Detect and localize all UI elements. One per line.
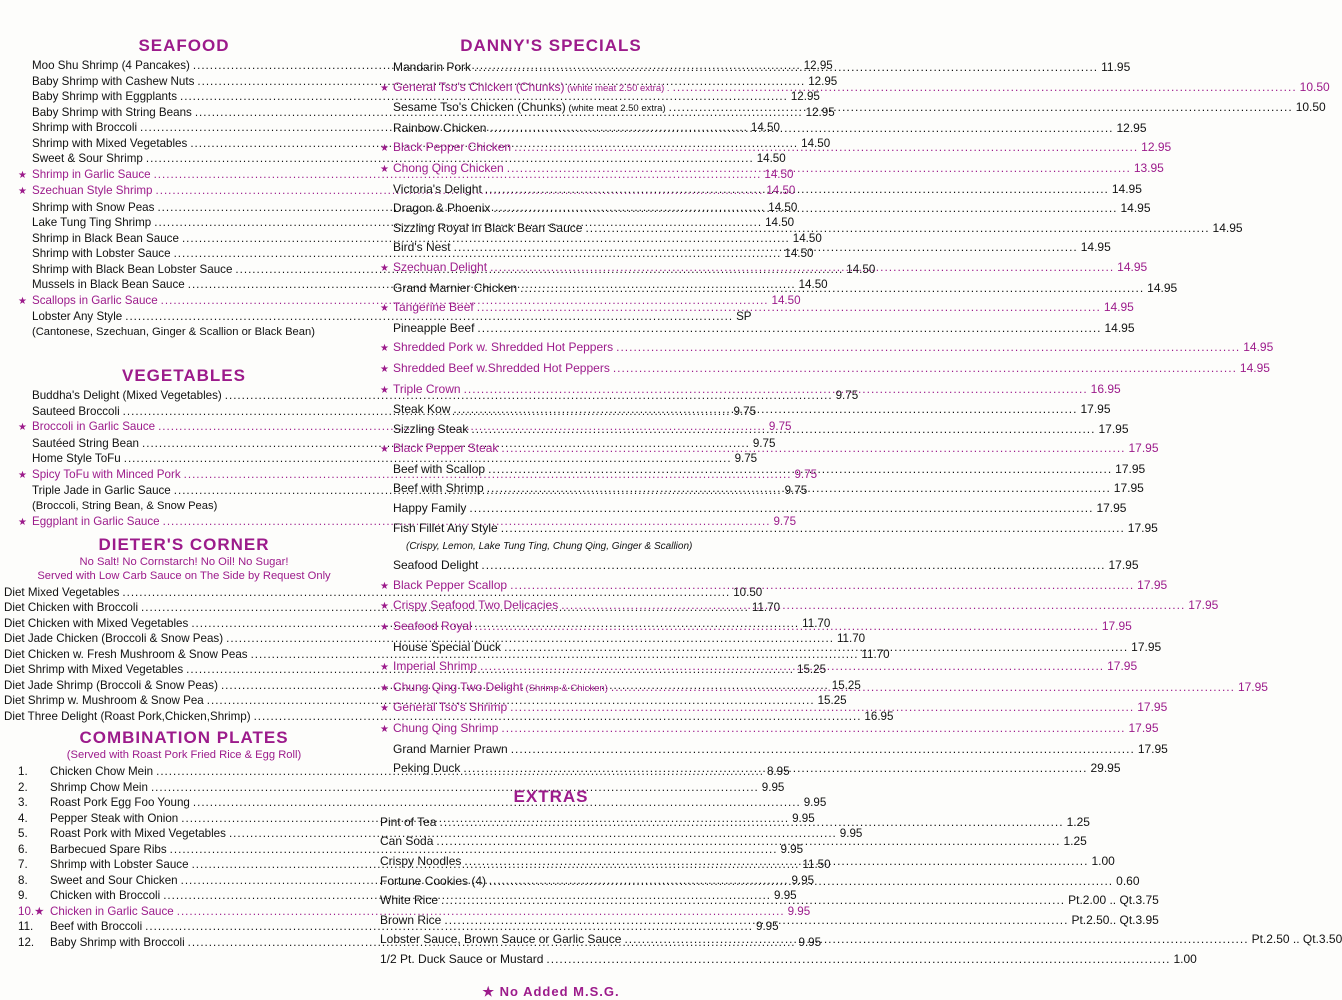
dot-leader (546, 950, 1170, 970)
item-name: Pepper Steak with Onion (50, 811, 179, 825)
item-price: 9.95 (803, 796, 827, 809)
item-price: 11.50 (802, 858, 831, 871)
item-name: Home Style ToFu (32, 452, 121, 465)
item-price: 9.95 (787, 904, 811, 918)
item-price: 12.95 (808, 74, 838, 88)
item-name: Shrimp in Black Bean Sauce (32, 231, 179, 245)
item-price: 9.75 (752, 436, 776, 450)
menu-item (18, 231, 822, 247)
item-price: 17.95 (1237, 679, 1268, 694)
dot-leader (493, 199, 1117, 219)
item-price: 9.75 (768, 420, 792, 433)
item-name: Barbecued Spare Ribs (50, 842, 167, 856)
item-price: 17.95 (1108, 558, 1139, 573)
item-name: Bird's Nest (393, 240, 451, 255)
vegetables-title: VEGETABLES (122, 366, 246, 385)
item-price: 12.95 (790, 90, 820, 103)
star-icon: ★ (380, 662, 389, 674)
item-name: Szechuan Style Shrimp (32, 184, 153, 197)
item-name: Crispy Seafood Two Delicacies (393, 598, 559, 613)
item-price: Pt.2.50 .. Qt.3.50 (1251, 932, 1342, 947)
item-price: 17.95 (1107, 659, 1138, 674)
item-price: 17.95 (1098, 421, 1129, 436)
item-name: Peking Duck (393, 761, 461, 776)
item-number: 6. (18, 842, 28, 856)
item-price: 17.95 (1101, 619, 1132, 634)
item-name: General Tso's Chicken (Chunks) (white meat 2.50 extra) . (393, 79, 670, 94)
star-icon: ★ (18, 422, 27, 433)
item-price: 14.95 (1212, 220, 1243, 235)
item-number: 3. (18, 796, 28, 809)
item-price: 11.70 (836, 632, 866, 645)
item-name: Lake Tung Ting Shrimp (32, 216, 152, 229)
item-price: 14.95 (1120, 201, 1151, 216)
dot-leader (504, 638, 1128, 658)
item-name: Mandarin Pork (393, 60, 472, 74)
item-number: 8. (18, 873, 28, 887)
item-price: 17.95 (1137, 700, 1168, 715)
item-price: 17.95 (1113, 481, 1144, 496)
item-price: 9.75 (835, 389, 859, 402)
dot-leader (520, 279, 1144, 299)
item-price: 9.95 (839, 827, 863, 840)
item-price: 9.75 (773, 515, 797, 528)
star-icon: ★ (18, 469, 27, 481)
dot-leader (510, 698, 1134, 718)
dot-leader (464, 852, 1088, 872)
item-name: Diet Jade Shrimp (Broccoli & Snow Peas) (4, 678, 218, 692)
dot-leader (510, 576, 1134, 596)
item-name: General Tso's Shrimp (393, 700, 508, 715)
item-price: 12.95 (805, 105, 835, 119)
item-price: 14.50 (756, 152, 786, 165)
item-name: Grand Marnier Prawn (393, 741, 508, 756)
menu-item (380, 499, 1127, 519)
item-price: 16.95 (1090, 381, 1121, 396)
item-note: (Shrimp & Chicken) (522, 682, 608, 694)
specials-note: (Crispy, Lemon, Lake Tung Ting, Chung Qing, Ginger & Scallion) (406, 541, 693, 553)
star-icon: ★ (18, 186, 27, 197)
item-name: Sesame Tso's Chicken (Chunks) (white meat 2.50 extra) (393, 100, 666, 115)
dot-leader (561, 596, 1185, 616)
item-price: 14.50 (764, 167, 794, 181)
star-icon: ★ (380, 143, 389, 155)
item-name: Shrimp with Snow Peas (32, 200, 155, 214)
item-name: Diet Chicken w. Fresh Mushroom & Snow Peas (4, 647, 248, 661)
item-name: White Rice (380, 893, 439, 908)
item-name: Chung Qing Shrimp (393, 721, 499, 735)
dot-leader (501, 519, 1125, 539)
dot-leader (489, 119, 1113, 139)
item-price: 29.95 (1090, 761, 1121, 776)
item-name: Sweet & Sour Shrimp (32, 152, 143, 165)
item-name: Victoria's Delight (393, 181, 482, 196)
item-name: Shrimp with Mixed Vegetables (32, 136, 188, 150)
item-price: 17.95 (1096, 501, 1127, 516)
dot-leader (501, 719, 1125, 739)
item-number: 1. (18, 765, 28, 778)
star-icon: ★ (380, 343, 389, 355)
item-price: 0.60 (1116, 873, 1140, 888)
item-price: 12.95 (1141, 140, 1172, 155)
item-name: Grand Marnier Chicken (393, 280, 518, 295)
dot-leader (488, 460, 1112, 480)
item-name: Eggplant in Garlic Sauce (32, 515, 160, 528)
item-price: 10.50 (1299, 79, 1330, 94)
dot-leader (611, 678, 1235, 698)
star-icon: ★ (380, 163, 389, 175)
item-name: Baby Shrimp with Broccoli (50, 935, 185, 949)
item-number: 5. (18, 827, 28, 840)
star-icon: ★ (380, 303, 389, 315)
item-number: 4. (18, 811, 28, 825)
item-name: Pint of Tea (380, 814, 437, 829)
specials-title: DANNY'S SPECIALS (460, 36, 642, 55)
item-name: Chong Qing Chicken (393, 160, 504, 175)
item-name: Szechuan Delight (393, 259, 488, 274)
dot-leader (613, 359, 1237, 379)
menu-item (4, 709, 894, 725)
dot-leader (490, 258, 1114, 278)
dot-leader (463, 759, 1087, 779)
item-price: 12.95 (1116, 120, 1147, 135)
item-name: Diet Three Delight (Roast Pork,Chicken,Shrimp) (4, 709, 251, 723)
item-name: Chicken in Garlic Sauce (50, 904, 174, 918)
item-price: 14.95 (1104, 320, 1135, 335)
item-price: 17.95 (1127, 520, 1158, 535)
item-name: Shrimp in Garlic Sauce (32, 167, 151, 181)
item-price: 14.50 (771, 293, 801, 307)
item-name: Mussels in Black Bean Sauce (32, 278, 185, 291)
menu-item (18, 309, 752, 325)
dot-leader (507, 159, 1131, 179)
item-name: Scallops in Garlic Sauce (32, 293, 158, 307)
item-price: 10.50 (1295, 100, 1326, 115)
dot-leader (439, 813, 1063, 833)
item-name: Spicy ToFu with Minced Pork (32, 467, 181, 481)
dieters-subtitle-2: Served with Low Carb Sauce on The Side by Request Only (37, 569, 331, 582)
item-name: Diet Chicken with Mixed Vegetables (4, 616, 189, 630)
item-name: Chicken Chow Mein (50, 765, 154, 778)
item-name: Fortune Cookies (4) (380, 873, 487, 888)
item-price: 17.95 (1188, 598, 1219, 613)
item-name: Shrimp with Lobster Sauce (32, 247, 171, 260)
menu-item (4, 647, 890, 663)
dot-leader (469, 499, 1093, 519)
star-icon: ★ (380, 262, 389, 274)
item-price: Pt.2.50.. Qt.3.95 (1071, 912, 1159, 927)
dot-leader (444, 911, 1068, 931)
item-name: Diet Shrimp with Mixed Vegetables (4, 663, 184, 676)
dot-leader (474, 58, 1098, 78)
item-price: 9.95 (792, 811, 815, 825)
item-number: 9. (18, 889, 28, 902)
item-name: Pineapple Beef (393, 320, 475, 335)
item-price: 14.50 (798, 278, 828, 291)
star-icon: ★ (380, 601, 389, 613)
dot-leader (475, 617, 1099, 637)
item-price: SP (736, 310, 752, 323)
item-name: Shredded Beef w.Shredded Hot Peppers (393, 360, 610, 375)
item-name: Moo Shu Shrimp (4 Pancakes) (32, 59, 190, 72)
item-price: 17.95 (1137, 741, 1168, 756)
dot-leader (489, 872, 1113, 892)
item-name: Roast Pork with Mixed Vegetables (50, 827, 226, 840)
star-icon: ★ (380, 384, 389, 396)
combination-title: COMBINATION PLATES (79, 728, 289, 747)
item-name: Broccoli in Garlic Sauce (32, 420, 156, 433)
star-icon: ★ (380, 724, 389, 735)
star-icon: ★ (380, 703, 389, 715)
item-name: Diet Jade Chicken (Broccoli & Snow Peas) (4, 632, 224, 645)
dot-leader (441, 891, 1065, 911)
item-price: 9.95 (761, 780, 785, 794)
dot-leader (487, 479, 1111, 499)
item-number: 12. (18, 935, 35, 949)
item-name: Shrimp with Lobster Sauce (50, 858, 189, 871)
item-price: 14.50 (792, 231, 822, 245)
star-icon: ★ (380, 580, 389, 592)
item-price: 1.25 (1066, 814, 1090, 829)
item-price: 14.95 (1117, 259, 1148, 274)
item-name: House Special Duck (393, 639, 502, 654)
item-price: 14.95 (1147, 280, 1178, 295)
item-price: 15.25 (817, 694, 847, 707)
item-name: Diet Mixed Vegetables (4, 585, 120, 599)
item-price: 12.95 (803, 59, 833, 72)
vegetables-note: (Broccoli, String Bean, & Snow Peas) (32, 499, 218, 512)
item-number: 10.★ (18, 904, 45, 918)
item-price: 11.70 (861, 647, 890, 661)
item-price: 14.50 (765, 216, 795, 229)
item-price: 1.00 (1173, 951, 1197, 966)
dot-leader (501, 439, 1125, 459)
item-name: Lobster Any Style (32, 310, 123, 323)
menu-item (380, 719, 1159, 740)
item-price: 13.95 (1133, 160, 1164, 175)
item-name: Crispy Noodles (380, 853, 462, 868)
item-price: 15.25 (831, 678, 861, 692)
item-name: Diet Chicken with Broccoli (4, 601, 139, 614)
dot-leader (485, 180, 1109, 200)
item-name: Shredded Pork w. Shredded Hot Peppers (393, 340, 614, 355)
item-price: 14.50 (768, 200, 798, 214)
item-name: Sizzling Royal in Black Bean Sauce (393, 220, 583, 235)
seafood-title: SEAFOOD (138, 36, 230, 55)
item-price: 10.50 (733, 585, 763, 599)
item-name: Black Pepper Scallop (393, 577, 508, 592)
menu-item (18, 151, 786, 167)
item-price: 17.95 (1080, 402, 1111, 417)
item-name: Can Soda (380, 834, 434, 849)
item-price: 14.95 (1239, 360, 1270, 375)
item-price: 14.95 (1103, 300, 1134, 315)
item-name: Seafood Royal (393, 619, 472, 634)
item-name: Black Pepper Chicken (393, 140, 512, 155)
star-icon: ★ (380, 82, 389, 94)
dot-leader (669, 98, 1293, 118)
item-price: 17.95 (1115, 461, 1146, 476)
item-price: 11.70 (802, 616, 831, 630)
item-name: Beef with Shrimp (393, 481, 484, 496)
item-number: 2. (18, 780, 28, 794)
item-price: 9.75 (734, 452, 758, 465)
item-note: (white meat 2.50 extra) . (564, 82, 670, 94)
extras-title: EXTRAS (513, 786, 589, 806)
dot-leader (514, 138, 1138, 158)
item-price: 14.50 (784, 247, 814, 260)
item-name: Brown Rice (380, 912, 442, 927)
dot-leader (480, 657, 1104, 677)
item-price: 9.75 (733, 404, 757, 418)
item-name: Black Pepper Steak (393, 441, 499, 456)
dieters-subtitle-1: No Salt! No Cornstarch! No Oil! No Sugar! (79, 555, 289, 568)
menu-item (380, 359, 1270, 380)
item-price: 9.95 (756, 920, 779, 933)
menu-item (380, 319, 1135, 339)
star-icon: ★ (18, 295, 27, 307)
item-price: 17.95 (1131, 639, 1162, 654)
item-name: Baby Shrimp with Eggplants (32, 90, 177, 103)
item-price: 1.25 (1063, 834, 1087, 849)
item-name: Chung Qing Two Delight (Shrimp & Chicken) (393, 679, 608, 694)
dot-leader (481, 556, 1105, 576)
item-price: 9.95 (774, 889, 797, 902)
item-price: 14.50 (801, 136, 831, 150)
item-name: Fish Fillet Any Style (393, 520, 498, 535)
dot-leader (511, 740, 1135, 760)
item-name: Sautéed String Bean (32, 436, 139, 450)
item-name: Tangerine Beef (393, 300, 474, 315)
item-price: 14.50 (766, 184, 796, 197)
item-name: Beef with Broccoli (50, 920, 143, 933)
item-price: 14.50 (750, 121, 780, 134)
item-name: Sauteed Broccoli (32, 404, 120, 418)
star-icon: ★ (380, 682, 389, 694)
menu-item (18, 842, 804, 858)
dot-leader (453, 400, 1077, 420)
item-name: Triple Jade in Garlic Sauce (32, 484, 171, 497)
dot-leader (477, 319, 1101, 339)
item-price: 1.00 (1091, 853, 1115, 868)
star-icon: ★ (380, 363, 389, 375)
combination-subtitle: (Served with Roast Pork Fried Rice & Egg Roll) (66, 749, 302, 761)
item-name: Happy Family (393, 501, 467, 516)
menu-item (18, 89, 820, 105)
item-price: 14.95 (1243, 340, 1274, 355)
item-name: Sweet and Sour Chicken (50, 873, 178, 887)
dot-leader (477, 298, 1101, 318)
item-name: Buddha's Delight (Mixed Vegetables) (32, 389, 222, 402)
dot-leader (436, 832, 1060, 852)
menu-item (18, 451, 758, 467)
menu-item (380, 338, 1274, 359)
no-msg-notice: ★ No Added M.S.G. (482, 983, 620, 999)
item-price: 14.50 (846, 262, 876, 276)
item-name: Imperial Shrimp (393, 659, 478, 674)
item-name: Steak Kow (393, 402, 451, 417)
item-name: Seafood Delight (393, 558, 479, 573)
item-price: 9.95 (780, 842, 804, 856)
item-number: 11. (18, 920, 34, 933)
item-name: Shrimp with Broccoli (32, 121, 138, 134)
item-name: Lobster Sauce, Brown Sauce or Garlic Sauce (380, 932, 622, 947)
item-price: 14.95 (1080, 240, 1111, 255)
item-price: 11.70 (751, 601, 781, 614)
dot-leader (464, 380, 1088, 400)
dot-leader (454, 238, 1078, 258)
item-name: Dragon & Phoenix (393, 201, 491, 216)
menu-item (380, 740, 1168, 760)
item-name: Sizzling Steak (393, 421, 469, 436)
menu-item (380, 556, 1139, 576)
item-note: (white meat 2.50 extra) (565, 103, 666, 115)
menu-item (4, 585, 763, 601)
item-name: Chicken with Broccoli (50, 889, 161, 902)
dot-leader (616, 338, 1240, 358)
item-name: 1/2 Pt. Duck Sauce or Mustard (380, 951, 544, 966)
item-price: Pt.2.00 .. Qt.3.75 (1068, 893, 1159, 908)
item-name: Beef with Scallop (393, 461, 486, 476)
seafood-note: (Cantonese, Szechuan, Ginger & Scallion or Black Bean) (32, 325, 315, 338)
item-name: Triple Crown (393, 381, 461, 396)
dot-leader (585, 219, 1209, 239)
star-icon: ★ (18, 517, 27, 528)
star-icon: ★ (18, 169, 27, 181)
dot-leader (471, 420, 1095, 440)
item-price: 17.95 (1137, 577, 1168, 592)
item-price: 9.75 (784, 484, 808, 497)
item-price: 17.95 (1128, 441, 1159, 456)
item-price: 9.95 (791, 873, 815, 887)
item-number: 7. (18, 858, 28, 871)
item-price: 15.25 (797, 663, 827, 676)
item-price: 9.95 (798, 935, 822, 949)
menu-item (380, 950, 1197, 970)
item-name: Roast Pork Egg Foo Young (50, 796, 190, 809)
item-name: Baby Shrimp with Cashew Nuts (32, 74, 195, 88)
item-name: Shrimp Chow Mein (50, 780, 148, 794)
item-price: 17.95 (1128, 721, 1159, 735)
dieters-title: DIETER'S CORNER (98, 534, 270, 554)
item-price: 14.95 (1111, 181, 1142, 196)
item-price: 11.95 (1101, 60, 1131, 74)
item-price: 9.75 (794, 467, 818, 481)
dot-leader (673, 78, 1297, 98)
star-icon: ★ (380, 622, 389, 634)
item-name: Baby Shrimp with String Beans (32, 105, 192, 119)
item-price: 16.95 (864, 709, 894, 723)
star-icon: ★ (380, 444, 389, 456)
item-name: Diet Shrimp w. Mushroom & Snow Pea (4, 694, 204, 707)
item-price: 8.95 (766, 765, 790, 778)
dot-leader (624, 930, 1248, 950)
item-name: Shrimp with Black Bean Lobster Sauce (32, 262, 233, 276)
item-name: Rainbow Chicken (393, 120, 487, 135)
